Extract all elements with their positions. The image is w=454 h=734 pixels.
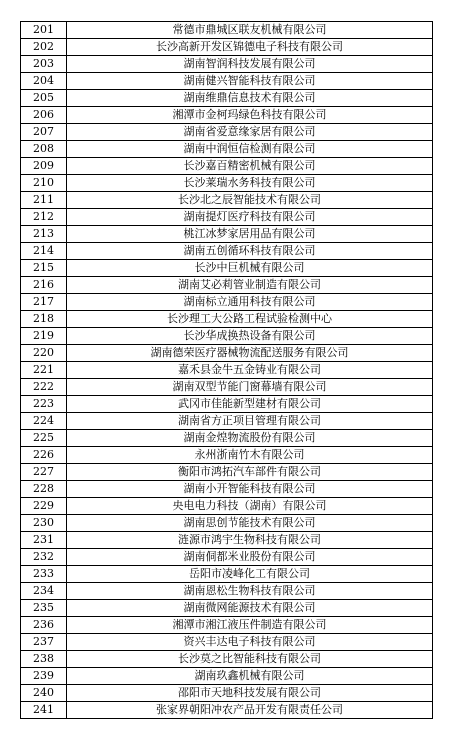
company-name: 涟源市鸿宇生物科技有限公司: [67, 532, 433, 549]
company-name: 湖南侗都米业股份有限公司: [67, 549, 433, 566]
row-number: 210: [21, 175, 67, 192]
row-number: 228: [21, 481, 67, 498]
row-number: 232: [21, 549, 67, 566]
row-number: 217: [21, 294, 67, 311]
row-number: 208: [21, 141, 67, 158]
table-row: [21, 209, 433, 226]
company-name: 湖南恩松生物科技有限公司: [67, 583, 433, 600]
row-number: 221: [21, 362, 67, 379]
table-row: [21, 379, 433, 396]
table-row: [21, 583, 433, 600]
table-row: [21, 532, 433, 549]
company-name: 湖南健兴智能科技有限公司: [67, 73, 433, 90]
table-row: [21, 396, 433, 413]
company-name: 岳阳市凌峰化工有限公司: [67, 566, 433, 583]
row-number: 234: [21, 583, 67, 600]
company-name: 长沙莫之比智能科技有限公司: [67, 651, 433, 668]
table-row: [21, 90, 433, 107]
table-row: [21, 481, 433, 498]
company-name: 长沙理工大公路工程试验检测中心: [67, 311, 433, 328]
company-name: 永州浙南竹木有限公司: [67, 447, 433, 464]
document-page: [20, 21, 432, 719]
company-name: 资兴丰达电子科技有限公司: [67, 634, 433, 651]
row-number: 214: [21, 243, 67, 260]
company-name: 湘潭市金柯玛绿色科技有限公司: [67, 107, 433, 124]
row-number: 224: [21, 413, 67, 430]
row-number: 201: [21, 22, 67, 39]
company-name: 湖南维鼎信息技术有限公司: [67, 90, 433, 107]
company-list-table: [20, 21, 433, 719]
company-name: 湖南小开智能科技有限公司: [67, 481, 433, 498]
row-number: 205: [21, 90, 67, 107]
row-number: 222: [21, 379, 67, 396]
table-row: [21, 311, 433, 328]
row-number: 204: [21, 73, 67, 90]
company-name: 邵阳市天地科技发展有限公司: [67, 685, 433, 702]
table-row: [21, 634, 433, 651]
company-name: 长沙莱瑞水务科技有限公司: [67, 175, 433, 192]
table-row: [21, 498, 433, 515]
table-row: [21, 617, 433, 634]
row-number: 236: [21, 617, 67, 634]
row-number: 230: [21, 515, 67, 532]
row-number: 226: [21, 447, 67, 464]
company-name: 常德市鼎城区联友机械有限公司: [67, 22, 433, 39]
row-number: 202: [21, 39, 67, 56]
row-number: 215: [21, 260, 67, 277]
table-row: [21, 362, 433, 379]
table-row: [21, 141, 433, 158]
table-row: [21, 39, 433, 56]
table-row: [21, 107, 433, 124]
row-number: 206: [21, 107, 67, 124]
table-row: [21, 651, 433, 668]
table-row: [21, 668, 433, 685]
row-number: 237: [21, 634, 67, 651]
table-row: [21, 430, 433, 447]
company-name: 长沙中巨机械有限公司: [67, 260, 433, 277]
table-row: [21, 226, 433, 243]
row-number: 235: [21, 600, 67, 617]
row-number: 240: [21, 685, 67, 702]
row-number: 238: [21, 651, 67, 668]
table-row: [21, 73, 433, 90]
company-name: 湖南省方正项目管理有限公司: [67, 413, 433, 430]
table-row: [21, 22, 433, 39]
company-name: 长沙嘉百精密机械有限公司: [67, 158, 433, 175]
table-row: [21, 464, 433, 481]
row-number: 223: [21, 396, 67, 413]
table-row: [21, 175, 433, 192]
company-name: 湖南中润恒信检测有限公司: [67, 141, 433, 158]
table-row: [21, 56, 433, 73]
company-name: 桃江冰梦家居用品有限公司: [67, 226, 433, 243]
table-row: [21, 345, 433, 362]
company-name: 湖南金煌物流股份有限公司: [67, 430, 433, 447]
company-name: 央电电力科技（湖南）有限公司: [67, 498, 433, 515]
company-name: 湖南德荣医疗器械物流配送服务有限公司: [67, 345, 433, 362]
table-row: [21, 447, 433, 464]
company-name: 长沙华成换热设备有限公司: [67, 328, 433, 345]
company-name: 武冈市佳能新型建材有限公司: [67, 396, 433, 413]
table-row: [21, 192, 433, 209]
row-number: 219: [21, 328, 67, 345]
table-row: [21, 702, 433, 719]
row-number: 216: [21, 277, 67, 294]
table-body: [21, 22, 433, 719]
table-row: [21, 158, 433, 175]
table-row: [21, 277, 433, 294]
company-name: 湖南思创节能技术有限公司: [67, 515, 433, 532]
row-number: 229: [21, 498, 67, 515]
row-number: 239: [21, 668, 67, 685]
row-number: 203: [21, 56, 67, 73]
row-number: 231: [21, 532, 67, 549]
table-row: [21, 260, 433, 277]
row-number: 225: [21, 430, 67, 447]
row-number: 218: [21, 311, 67, 328]
company-name: 湖南玖鑫机械有限公司: [67, 668, 433, 685]
company-name: 湖南五创循环科技有限公司: [67, 243, 433, 260]
table-row: [21, 294, 433, 311]
row-number: 213: [21, 226, 67, 243]
company-name: 湖南标立通用科技有限公司: [67, 294, 433, 311]
company-name: 湖南艾必莉管业制造有限公司: [67, 277, 433, 294]
table-row: [21, 243, 433, 260]
company-name: 湖南提灯医疗科技有限公司: [67, 209, 433, 226]
row-number: 212: [21, 209, 67, 226]
table-row: [21, 124, 433, 141]
company-name: 衡阳市鸿拓汽车部件有限公司: [67, 464, 433, 481]
table-row: [21, 685, 433, 702]
row-number: 233: [21, 566, 67, 583]
row-number: 220: [21, 345, 67, 362]
table-row: [21, 328, 433, 345]
company-name: 嘉禾县金牛五金铸业有限公司: [67, 362, 433, 379]
company-name: 湖南省爱意缘家居有限公司: [67, 124, 433, 141]
row-number: 207: [21, 124, 67, 141]
table-row: [21, 549, 433, 566]
company-name: 湖南双型节能门窗幕墙有限公司: [67, 379, 433, 396]
company-name: 长沙北之辰智能技术有限公司: [67, 192, 433, 209]
table-row: [21, 413, 433, 430]
company-name: 长沙高新开发区锦德电子科技有限公司: [67, 39, 433, 56]
row-number: 211: [21, 192, 67, 209]
table-row: [21, 600, 433, 617]
table-row: [21, 515, 433, 532]
table-row: [21, 566, 433, 583]
company-name: 湖南智润科技发展有限公司: [67, 56, 433, 73]
company-name: 湖南微网能源技术有限公司: [67, 600, 433, 617]
company-name: 张家界朝阳冲农产品开发有限责任公司: [67, 702, 433, 719]
row-number: 241: [21, 702, 67, 719]
row-number: 209: [21, 158, 67, 175]
company-name: 湘潭市湘江液压件制造有限公司: [67, 617, 433, 634]
row-number: 227: [21, 464, 67, 481]
